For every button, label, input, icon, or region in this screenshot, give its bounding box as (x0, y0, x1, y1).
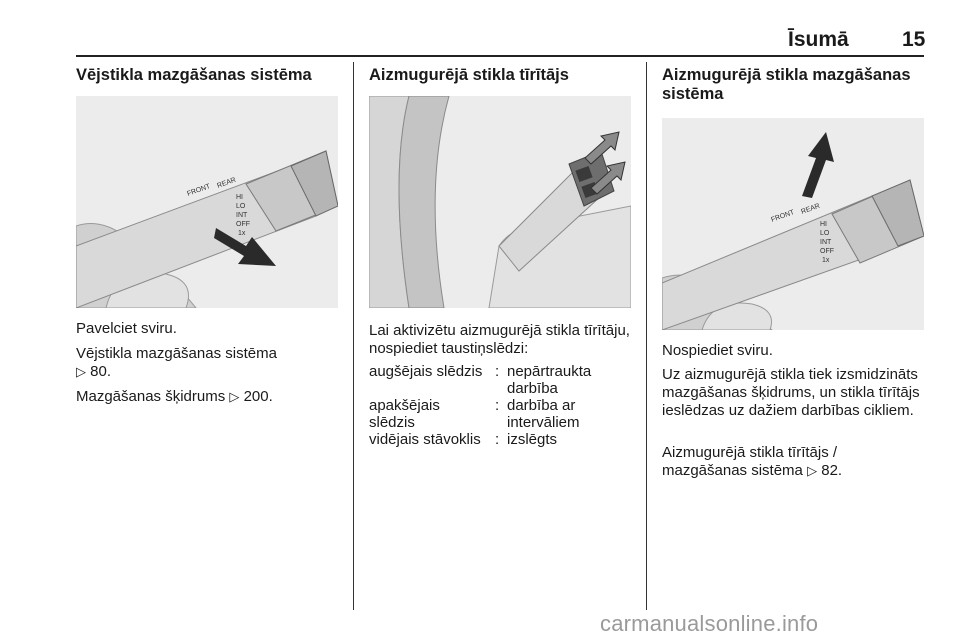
definition-row (369, 431, 639, 465)
ref-text: Mazgāšanas šķidrums (76, 388, 226, 405)
figure-windscreen-washer (76, 96, 338, 308)
definition-description: darbība ar intervāliem (507, 397, 580, 431)
ref-page[interactable]: 82. (821, 462, 843, 479)
stalk-label-off: OFF (236, 221, 250, 228)
wiper-stalk-illustration (369, 96, 631, 308)
column-divider-2 (646, 62, 647, 610)
paragraph-rear-wiper-intro: Lai aktivizētu aizmugurējā stikla tīrītāju, nospiediet taustiņslēdzi: (369, 322, 630, 357)
definition-description: nepārtraukta darbība (507, 363, 592, 397)
stalk-label-rear: REAR (216, 176, 237, 190)
push-arrow-icon (802, 132, 834, 198)
figure-rear-washer (662, 118, 924, 330)
column-rear-washer (662, 66, 924, 104)
paragraph-rear-washer-ref (662, 444, 924, 481)
wiper-stalk-illustration (662, 118, 924, 330)
stalk-label-hi: HI (236, 194, 243, 201)
switch-definition-list (369, 363, 639, 465)
triangle-right-outline-icon[interactable]: ▷ (76, 365, 86, 380)
stalk-label-1x: 1x (822, 257, 830, 264)
paragraph-fluid-ref (76, 388, 346, 407)
stalk-label-off: OFF (820, 248, 834, 255)
definition-separator: : (495, 363, 500, 380)
definition-term: apakšējais slēdzis (369, 397, 440, 431)
ref-page[interactable]: 80. (90, 363, 112, 380)
stalk-label-hi: HI (820, 221, 827, 228)
paragraph-washer-ref (76, 345, 346, 382)
column-divider-1 (353, 62, 354, 610)
definition-row (369, 397, 639, 431)
definition-term: vidējais stāvoklis (369, 431, 481, 448)
stalk-label-int: INT (820, 239, 832, 246)
watermark: carmanualsonline.info (600, 611, 819, 636)
stalk-label-1x: 1x (238, 230, 246, 237)
ref-text: Vējstikla mazgāšanas sistēma (76, 345, 277, 362)
header-rule (76, 55, 924, 57)
definition-term: augšējais slēdzis (369, 363, 483, 380)
stalk-label-front: FRONT (186, 183, 212, 198)
stalk-label-lo: LO (236, 203, 246, 210)
stalk-label-front: FRONT (770, 209, 796, 224)
stalk-label-lo: LO (820, 230, 830, 237)
ref-text: Aizmugurējā stikla tīrītājs / mazgāšanas sistēma (662, 444, 838, 479)
section-heading: Aizmugurējā stikla mazgāšanas sistēma (662, 66, 911, 103)
ref-page[interactable]: 200. (243, 388, 273, 405)
page-number: 15 (902, 28, 926, 51)
triangle-right-outline-icon[interactable]: ▷ (807, 464, 818, 479)
column-rear-wiper (369, 66, 639, 85)
triangle-right-outline-icon[interactable]: ▷ (229, 390, 240, 405)
running-header-title: Īsumā (788, 28, 849, 51)
paragraph-pull-lever: Pavelciet sviru. (76, 320, 177, 337)
wiper-stalk-illustration (76, 96, 338, 308)
paragraph-rear-washer-desc: Uz aizmugurējā stikla tiek izsmidzināts mazgāšanas šķidrums, un stikla tīrītājs ieslēdzas uz dažiem darbības cikliem. (662, 366, 920, 419)
section-heading: Vējstikla mazgāšanas sistēma (76, 66, 312, 84)
stalk-label-rear: REAR (800, 202, 821, 216)
section-heading: Aizmugurējā stikla tīrītājs (369, 66, 569, 84)
figure-rear-wiper (369, 96, 631, 308)
definition-description: izslēgts (507, 431, 558, 448)
paragraph-push-lever: Nospiediet sviru. (662, 342, 773, 359)
definition-separator: : (495, 397, 500, 414)
column-windscreen-washer (76, 66, 346, 85)
definition-row (369, 363, 639, 397)
definition-separator: : (495, 431, 500, 448)
stalk-label-int: INT (236, 212, 248, 219)
